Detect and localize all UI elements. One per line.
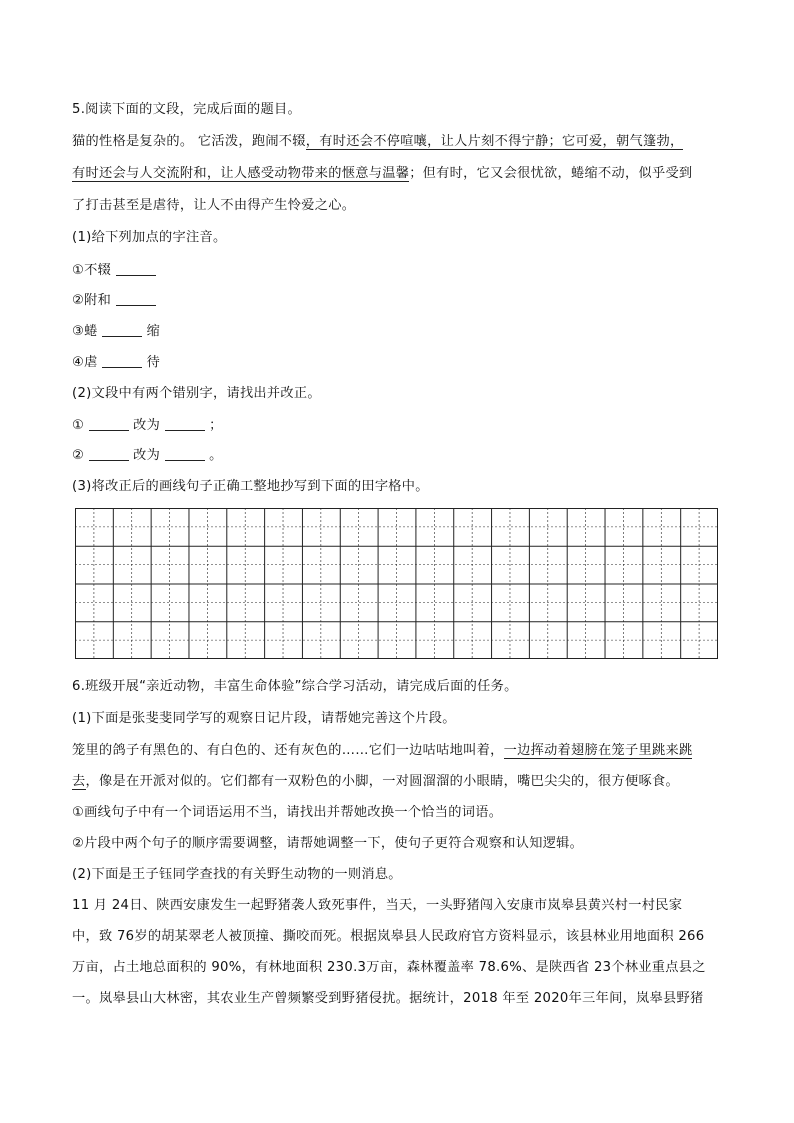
item-tail: 待 bbox=[146, 355, 161, 370]
q5-passage-line-2 bbox=[72, 165, 692, 183]
q5-sub3-prompt: (3)将改正后的画线句子正确工整地抄写到下面的田字格中。 bbox=[72, 479, 429, 494]
punctuation: 。 bbox=[209, 448, 223, 463]
item-label: ③蜷 bbox=[72, 324, 98, 339]
q6-diary-line-1 bbox=[72, 742, 692, 760]
answer-blank[interactable] bbox=[102, 322, 142, 337]
item-label: ①不辍 bbox=[72, 263, 112, 278]
q5-sub2-item-2 bbox=[72, 446, 223, 465]
passage-text: ；但有时，它又会很忧欲，蜷缩不动，似乎受到 bbox=[409, 166, 693, 181]
answer-blank[interactable] bbox=[102, 353, 142, 368]
q5-sub1-item-3 bbox=[72, 322, 160, 341]
wrong-char-blank[interactable] bbox=[89, 416, 129, 431]
passage-text: ，让人感受动物带来的惬意与温馨 bbox=[206, 166, 410, 181]
item-tail: 缩 bbox=[146, 324, 161, 339]
q6-sub1-q2: ②片段中两个句子的顺序需要调整，请帮她调整一下，使句子更符合观察和认知逻辑。 bbox=[72, 836, 584, 851]
underlined-sentence: ，有时还会不停喧嚷，让人片刻不得宁静；它可爱，朝气篷勃， bbox=[305, 134, 684, 149]
passage-text: 猫的性格是复杂的。 它活泼，跑闹不辍 bbox=[72, 134, 306, 149]
q6-sub1-prompt: (1)下面是张斐斐同学写的观察日记片段，请帮她完善这个片段。 bbox=[72, 711, 456, 726]
q5-title: 5.阅读下面的文段，完成后面的题目。 bbox=[72, 102, 301, 117]
punctuation: ； bbox=[209, 418, 223, 433]
underlined-sentence: 一边挥动着翅膀在笼子里跳来跳 bbox=[503, 743, 693, 758]
change-label: 改为 bbox=[133, 418, 161, 433]
q5-passage-line-3: 了打击甚至是虐待，让人不由得产生怜爱之心。 bbox=[72, 198, 356, 213]
answer-blank[interactable] bbox=[116, 261, 156, 276]
item-number: ② bbox=[72, 448, 85, 463]
correct-char-blank[interactable] bbox=[165, 446, 205, 461]
q6-title: 6.班级开展“亲近动物，丰富生命体验”综合学习活动，请完成后面的任务。 bbox=[72, 679, 518, 694]
news-line-3: 万亩，占土地总面积的 90%，有林地面积 230.3万亩，森林覆盖率 78.6%、是陕西省 23个林业重点县之 bbox=[72, 960, 706, 975]
news-line-2: 中，致 76岁的胡某翠老人被顶撞、撕咬而死。根据岚皋县人民政府官方资料显示，该县林业用地面积 266 bbox=[72, 929, 705, 944]
correct-char-blank[interactable] bbox=[165, 416, 205, 431]
wrong-char-blank[interactable] bbox=[89, 446, 129, 461]
answer-blank[interactable] bbox=[116, 291, 156, 306]
q6-diary-line-2 bbox=[72, 773, 679, 791]
change-label: 改为 bbox=[133, 448, 161, 463]
q5-sub2-prompt: (2)文段中有两个错别字，请找出并改正。 bbox=[72, 386, 321, 401]
item-label: ②附和 bbox=[72, 293, 112, 308]
tianzige-grid[interactable] bbox=[75, 508, 718, 659]
q5-passage-line-1 bbox=[72, 133, 683, 151]
diary-text: 笼里的鸽子有黑色的、有白色的、还有灰色的……它们一边咕咕地叫着， bbox=[72, 743, 504, 758]
item-number: ① bbox=[72, 418, 85, 433]
q5-sub1-item-2 bbox=[72, 291, 156, 310]
q6-sub1-q1: ①画线句子中有一个词语运用不当，请找出并帮她改换一个恰当的词语。 bbox=[72, 805, 503, 820]
news-line-4: 一。岚皋县山大林密，其农业生产曾频繁受到野猪侵扰。据统计，2018 年至 2020年三年间，岚皋县野猪 bbox=[72, 991, 704, 1006]
q6-sub2-prompt: (2)下面是王子钰同学查找的有关野生动物的一则消息。 bbox=[72, 867, 402, 882]
q5-sub1-prompt: (1)给下列加点的字注音。 bbox=[72, 230, 227, 245]
q5-sub1-item-1 bbox=[72, 261, 156, 280]
underlined-sentence: 有时还会与人交流附和 bbox=[72, 166, 207, 181]
underlined-sentence: 去 bbox=[72, 774, 86, 789]
news-line-1: 11 月 24日、陕西安康发生一起野猪袭人致死事件，当天，一头野猪闯入安康市岚皋县黄兴村一村民家 bbox=[72, 898, 683, 913]
q5-sub2-item-1 bbox=[72, 416, 223, 435]
grid-lines bbox=[75, 508, 718, 659]
diary-text: ，像是在开派对似的。它们都有一双粉色的小脚，一对圆溜溜的小眼睛，嘴巴尖尖的，很方便啄食。 bbox=[85, 774, 679, 789]
item-label: ④虐 bbox=[72, 355, 98, 370]
q5-sub1-item-4 bbox=[72, 353, 160, 372]
